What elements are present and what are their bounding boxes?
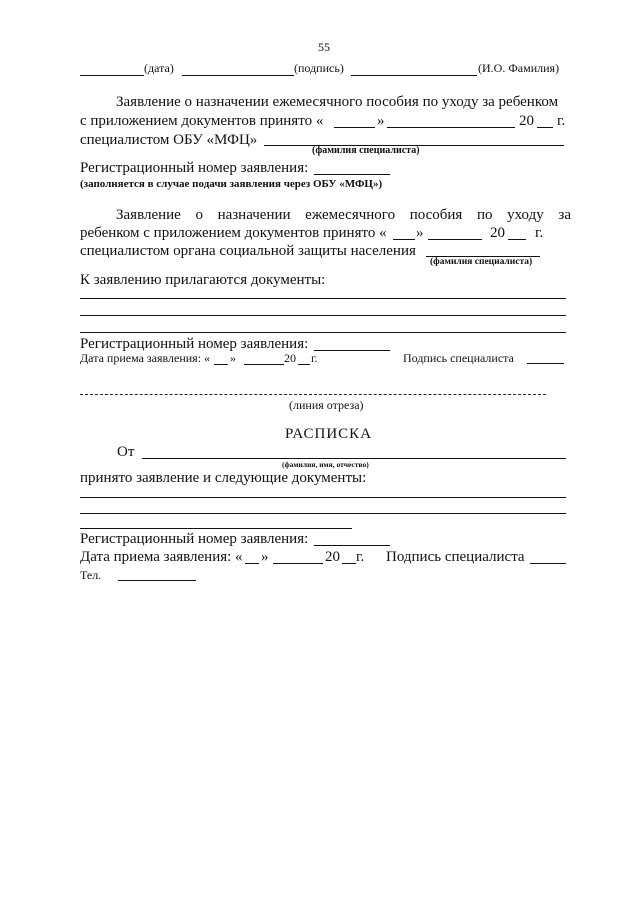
receipt-signature-label: Подпись специалиста [386, 549, 525, 565]
mfc-month-line [387, 127, 515, 128]
attachments-year-prefix: 20 [284, 351, 296, 365]
receipt-year-prefix: 20 [325, 549, 340, 565]
attachments-line [80, 332, 566, 333]
social-specialist-caption: (фамилия специалиста) [430, 257, 533, 267]
social-line3: специалистом органа социальной защиты населения [80, 243, 416, 259]
social-line2-end: г. [535, 225, 544, 241]
receipt-reg-number-label: Регистрационный номер заявления: [80, 531, 309, 547]
social-line1-word: уходу [507, 207, 544, 223]
receipt-docs-line [80, 513, 566, 514]
mfc-reg-number-line [314, 174, 390, 175]
social-day-line [393, 239, 415, 240]
cut-line [80, 394, 546, 395]
attachments-reg-number-line [314, 350, 390, 351]
date-label: (дата) [144, 61, 174, 75]
social-line2-mid: » [416, 225, 424, 241]
attachments-date-mid: » [230, 351, 236, 365]
social-line1 [116, 207, 571, 224]
receipt-date-end: г. [356, 549, 365, 565]
receipt-signature-line [530, 563, 566, 564]
mfc-day-line [334, 127, 375, 128]
attachments-reg-number-label: Регистрационный номер заявления: [80, 336, 309, 352]
receipt-day-line [245, 563, 259, 564]
receipt-accepted-text: принято заявление и следующие документы: [80, 470, 367, 486]
social-line1-word: пособия [409, 207, 463, 223]
receipt-month-line [273, 563, 323, 564]
receipt-title: РАСПИСКА [285, 426, 373, 442]
attachments-year-line [298, 364, 310, 365]
receipt-docs-line [80, 497, 566, 498]
social-line1-word: по [476, 207, 493, 223]
attachments-signature-line [527, 363, 564, 364]
social-month-line [428, 239, 482, 240]
receipt-phone-label: Тел. [80, 568, 102, 582]
social-year-line [508, 239, 526, 240]
mfc-line2-end: г. [557, 113, 566, 129]
attachments-line [80, 315, 566, 316]
mfc-year-line [537, 127, 553, 128]
social-year-prefix: 20 [490, 225, 505, 241]
receipt-reg-number-line [314, 545, 390, 546]
receipt-docs-line [80, 528, 352, 529]
mfc-line3: специалистом ОБУ «МФЦ» [80, 132, 258, 148]
attachments-day-line [214, 364, 228, 365]
receipt-year-line [342, 563, 356, 564]
social-line2-start: ребенком с приложением документов принято « [80, 225, 387, 241]
signature-line [182, 75, 294, 76]
mfc-line2-mid: » [377, 113, 385, 129]
social-line1-word: ежемесячного [305, 207, 396, 223]
receipt-phone-line [118, 580, 196, 581]
receipt-from-label: От [117, 444, 135, 460]
mfc-note: (заполняется в случае подачи заявления через ОБУ «МФЦ») [80, 178, 383, 190]
social-line1-word: Заявление [116, 207, 181, 223]
date-line [80, 75, 144, 76]
attachments-line [80, 298, 566, 299]
attachments-label: К заявлению прилагаются документы: [80, 272, 326, 288]
attachments-date-end: г. [311, 351, 318, 365]
name-line [351, 75, 477, 76]
mfc-year-prefix: 20 [519, 113, 534, 129]
social-line1-word: за [558, 207, 571, 223]
name-label: (И.О. Фамилия) [478, 61, 560, 75]
attachments-month-line [244, 364, 284, 365]
signature-label: (подпись) [294, 61, 344, 75]
receipt-fio-caption: (фамилия, имя, отчество) [282, 460, 369, 469]
mfc-line2-start: с приложением документов принято « [80, 113, 324, 129]
mfc-reg-number-label: Регистрационный номер заявления: [80, 160, 309, 176]
attachments-signature-label: Подпись специалиста [403, 351, 514, 365]
page-number: 55 [318, 40, 330, 54]
receipt-date-label: Дата приема заявления: « [80, 549, 243, 565]
attachments-date-label: Дата приема заявления: « [80, 351, 211, 365]
cut-line-caption: (линия отреза) [289, 398, 364, 412]
receipt-from-line [142, 458, 566, 459]
mfc-specialist-caption: (фамилия специалиста) [312, 145, 420, 156]
mfc-line1: Заявление о назначении ежемесячного пособия по уходу за ребенком [116, 94, 559, 110]
receipt-date-mid: » [261, 549, 269, 565]
social-line1-word: назначении [217, 207, 291, 223]
social-line1-word: о [195, 207, 203, 223]
